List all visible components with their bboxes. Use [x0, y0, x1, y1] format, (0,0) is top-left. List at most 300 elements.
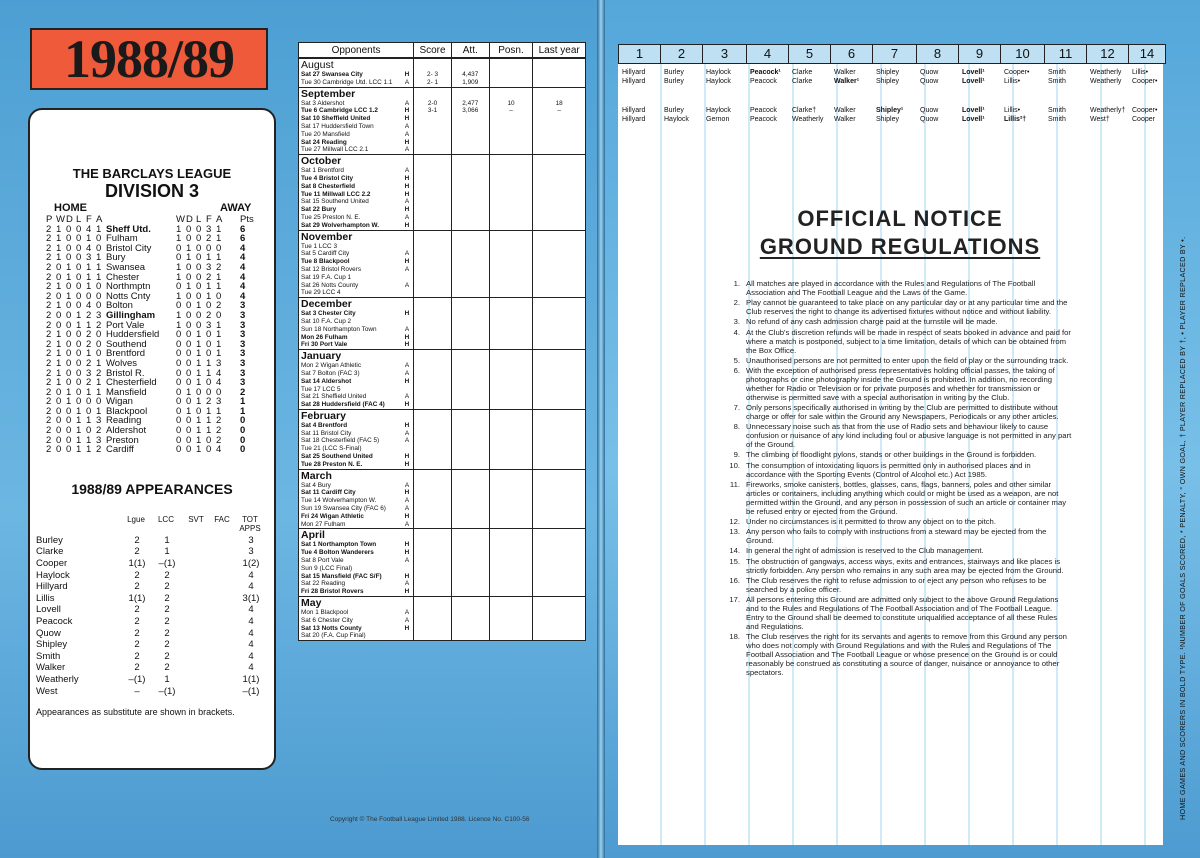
appearance-cell: 4 [248, 581, 254, 593]
league-cell: 2 [46, 329, 52, 341]
home-away: H [404, 460, 410, 468]
stat-col [452, 529, 490, 596]
home-away: H [404, 341, 410, 349]
home-away: H [404, 549, 410, 557]
league-cell: 2 [46, 405, 52, 417]
stat-cell [490, 250, 533, 258]
fixture-row [299, 625, 413, 633]
league-cell: 0 [186, 367, 192, 379]
league-cell: 0 [76, 386, 82, 398]
league-cell: 0 [76, 281, 82, 293]
league-cell: 0 [176, 281, 182, 293]
stat-col [414, 470, 452, 529]
team-name: Aldershot [106, 425, 147, 437]
league-cell: 0 [96, 242, 102, 254]
league-cell: 3 [240, 329, 246, 341]
stat-cell [414, 453, 451, 461]
home-away: H [404, 310, 410, 318]
appearance-cell: 3 [248, 546, 254, 558]
league-cell: 0 [176, 434, 182, 446]
stat-cell [414, 250, 451, 258]
league-cell: 4 [240, 252, 246, 264]
stat-cell [490, 198, 533, 206]
fixture-text: Sat 14 Aldershot [301, 377, 352, 385]
league-cell: 0 [76, 242, 82, 254]
month-name: March [301, 469, 332, 482]
league-cell: 0 [240, 425, 246, 437]
shirt-number: 9 [959, 45, 1001, 63]
league-cell: 0 [196, 319, 202, 331]
fixture-text: Mon 27 Fulham [301, 520, 346, 528]
stat-cell [452, 588, 489, 596]
team-name: Bristol City [106, 242, 152, 254]
fixture-text: Tue 20 Mansfield [301, 130, 350, 138]
player-cell: Weatherly [792, 116, 824, 123]
home-away: H [404, 588, 410, 596]
shirt-number: 2 [661, 45, 703, 63]
player-cell: Shipley [876, 69, 899, 76]
league-cell: 1 [76, 309, 82, 321]
stat-col [533, 155, 585, 229]
regulation-number: 8. [733, 422, 740, 432]
month-block [299, 87, 585, 155]
league-cell: 3 [240, 309, 246, 321]
team-name: Southend [106, 338, 147, 350]
team-name: Fulham [106, 233, 138, 245]
league-cell: 1 [66, 290, 72, 302]
league-cell: 1 [86, 444, 92, 456]
stat-cell [533, 617, 585, 625]
copyright-text: Copyright © The Football League Limited 1988. Licence No. C100-56 [330, 816, 530, 823]
league-cell: 1 [216, 348, 222, 360]
fixture-row [299, 580, 413, 588]
league-cell: 0 [76, 348, 82, 360]
fixture-text: Sat 7 Bolton (FAC 3) [301, 369, 360, 377]
league-cell: 1 [86, 281, 92, 293]
fixture-text: Sat 1 Northampton Town [301, 541, 377, 549]
player-cell: Cooper• [1132, 107, 1158, 114]
league-cell: 1 [186, 281, 192, 293]
appearance-row [30, 558, 274, 570]
stat-cell [490, 258, 533, 266]
stat-cell [414, 123, 451, 131]
home-away: A [404, 481, 410, 489]
notice-subtitle: GROUND REGULATIONS [759, 234, 1041, 259]
stat-cell [452, 482, 489, 490]
fixture-row [299, 422, 413, 430]
stat-col [490, 88, 534, 155]
stat-cell [414, 198, 451, 206]
regulation-item [728, 518, 1072, 527]
appearance-row [30, 546, 274, 558]
league-cell: 0 [56, 444, 62, 456]
league-cell: 1 [196, 357, 202, 369]
player-name: Walker [36, 662, 66, 674]
stat-cell [533, 175, 585, 183]
stat-cell [533, 521, 585, 529]
fixture-row [299, 258, 413, 266]
league-cell: 0 [76, 223, 82, 235]
team-name: Wigan [106, 396, 133, 408]
stat-cell [414, 191, 451, 199]
fixtures-col-header: Opponents [299, 43, 414, 57]
stat-col [533, 298, 585, 349]
stat-cell [452, 214, 489, 222]
league-cell: 3 [240, 367, 246, 379]
player-cell: Lillis• [1004, 78, 1021, 85]
fixture-row [299, 100, 413, 108]
stat-cell [452, 146, 489, 154]
league-cell: 3 [240, 319, 246, 331]
player-cell: Clarke† [792, 107, 817, 114]
player-name: Lillis [36, 592, 55, 604]
stat-cell [490, 378, 533, 386]
appearance-cell: 1 [164, 546, 170, 558]
stat-cell [533, 609, 585, 617]
shirt-number: 11 [1045, 45, 1087, 63]
regulation-text: Only persons specifically authorised in writing by the Club are permitted to distribute without charge or offer for sale within the Ground any Newspapers, Periodicals or any other articles. [746, 403, 1059, 422]
fixture-row [299, 107, 413, 115]
league-cell: 2 [206, 309, 212, 321]
stat-cell [452, 123, 489, 131]
league-cell: 4 [86, 300, 92, 312]
regulation-item [728, 423, 1072, 450]
league-cell: 0 [96, 281, 102, 293]
stat-cell [414, 625, 451, 633]
player-cell: Peacock [750, 107, 777, 114]
stat-cell [490, 115, 533, 123]
league-cell: 1 [196, 415, 202, 427]
stat-cell [452, 289, 489, 297]
stat-cell [452, 139, 489, 147]
player-cell: Cooper• [1004, 69, 1030, 76]
league-cell: 1 [206, 290, 212, 302]
regulation-number: 14. [729, 546, 740, 556]
stat-cell [490, 191, 533, 199]
league-cell: 2 [216, 261, 222, 273]
stat-cell [452, 326, 489, 334]
league-cell: 0 [206, 329, 212, 341]
league-cell: 1 [206, 252, 212, 264]
fixture-text: Fri 24 Wigan Athletic [301, 512, 364, 520]
regulation-number: 18. [729, 632, 740, 642]
regulation-text: Under no circumstances is it permitted to throw any object on to the pitch. [746, 516, 996, 526]
league-cell: 4 [86, 223, 92, 235]
appearance-cell: –(1) [128, 673, 146, 685]
player-cell: Walker [834, 107, 856, 114]
home-away: H [404, 512, 410, 520]
stat-cell: – [509, 107, 513, 115]
league-cell: 2 [46, 309, 52, 321]
regulation-text: All matches are played in accordance with the Rules and Regulations of The Football Association and The Football League and the Laws of the Game. [746, 279, 1036, 297]
league-cell: 0 [86, 405, 92, 417]
stat-cell [490, 521, 533, 529]
league-cell: 3 [96, 415, 102, 427]
fixture-row [299, 401, 413, 409]
stat-cell [452, 370, 489, 378]
stat-col [452, 410, 490, 469]
stat-cell [490, 422, 533, 430]
league-cell: 0 [56, 319, 62, 331]
stat-col [414, 597, 452, 640]
page-spine [597, 0, 605, 858]
league-cell: 2 [216, 434, 222, 446]
league-cell: 2 [46, 425, 52, 437]
player-cell: Smith [1048, 116, 1066, 123]
fixture-text: Sat 4 Brentford [301, 421, 348, 429]
fixture-row [299, 445, 413, 453]
stat-cell [452, 617, 489, 625]
league-cell: 1 [76, 319, 82, 331]
appearance-cell: –(1) [158, 558, 176, 570]
fixture-text: Mon 2 Wigan Athletic [301, 362, 362, 370]
stat-cell: 2-0 [427, 99, 438, 107]
appearance-row [30, 593, 274, 605]
league-cell: 1 [96, 252, 102, 264]
league-cell: 1 [216, 233, 222, 245]
player-cell: Smith [1048, 78, 1066, 85]
stat-cell: 3,066 [462, 107, 479, 115]
stat-col [414, 88, 452, 155]
stat-cell [414, 115, 451, 123]
stat-cell [490, 71, 533, 79]
league-header-cell: Pts [240, 214, 254, 225]
stat-col [533, 529, 585, 596]
league-cell: 0 [66, 252, 72, 264]
fixture-text: Sat 15 Southend United [301, 198, 369, 206]
league-cell: 0 [186, 271, 192, 283]
appearance-cell: 2 [134, 616, 140, 627]
league-cell: 0 [206, 300, 212, 312]
stat-cell [490, 445, 533, 453]
stat-cell [490, 513, 533, 521]
league-cell: 1 [240, 396, 246, 408]
player-name: Haylock [36, 569, 70, 581]
league-cell: 4 [216, 444, 222, 456]
regulation-item [728, 547, 1072, 556]
stat-cell [490, 175, 533, 183]
fixture-text: Tue 14 Wolverhampton W. [301, 497, 377, 505]
stat-cell [490, 362, 533, 370]
stat-cell [452, 549, 489, 557]
regulation-number: 16. [729, 575, 740, 585]
league-cell: 1 [86, 386, 92, 398]
fixture-text: Tue 17 LCC 5 [301, 385, 341, 393]
league-header-cell: A [96, 214, 103, 225]
stat-col [452, 298, 490, 349]
league-cell: 3 [240, 357, 246, 369]
stat-cell [490, 437, 533, 445]
league-cell: 3 [86, 252, 92, 264]
stat-cell [533, 214, 585, 222]
league-cell: 3 [86, 367, 92, 379]
regulation-text: At the Club's discretion refunds will be made in respect of seats booked in advance and paid for where a match is postponed, subject to a time limitation, details of which can be obtained from the Box Office. [746, 327, 1071, 355]
player-cell: Clarke [792, 78, 813, 85]
league-cell: 1 [96, 377, 102, 389]
league-cell: 2 [46, 348, 52, 360]
shirt-number: 3 [703, 45, 747, 63]
regulation-item [728, 633, 1072, 678]
league-cell: 0 [176, 329, 182, 341]
shirt-number: 8 [917, 45, 959, 63]
league-cell: 0 [196, 281, 202, 293]
fixture-text: Sat 11 Cardiff City [301, 489, 356, 497]
fixtures-col-header: Att. [452, 43, 490, 57]
league-cell: 1 [216, 281, 222, 293]
stat-col [414, 59, 452, 87]
appearance-cell: 1(1) [242, 673, 260, 685]
home-away: A [404, 99, 410, 107]
regulations-list [728, 280, 1072, 678]
league-cell: 1 [56, 223, 62, 235]
league-cell: 2 [46, 252, 52, 264]
regulation-item [728, 318, 1072, 327]
league-cell: 0 [76, 252, 82, 264]
fixture-row [299, 453, 413, 461]
league-cell: 1 [196, 300, 202, 312]
league-cell: 1 [176, 271, 182, 283]
stat-cell [452, 115, 489, 123]
stat-cell [533, 513, 585, 521]
regulation-item [728, 462, 1072, 480]
league-cell: 1 [216, 252, 222, 264]
player-cell: Smith [1048, 69, 1066, 76]
regulation-item [728, 367, 1072, 403]
league-cell: 1 [86, 319, 92, 331]
away-label: AWAY [220, 202, 252, 214]
player-name: Hillyard [36, 581, 68, 593]
league-cell: 1 [96, 223, 102, 235]
season-title: 1988/89 [63, 29, 234, 89]
regulation-text: The obstruction of gangways, access ways, exits and entrances, stairways and like places is strictly forbidden. Any person who remains in any such area may be ejected from the Ground. [746, 556, 1064, 575]
stat-cell [490, 131, 533, 139]
appearance-cell: 2 [134, 662, 140, 674]
shirt-number: 5 [789, 45, 831, 63]
player-cell: Weatherly [1090, 78, 1122, 85]
stat-cell [452, 541, 489, 549]
fixtures-col-header: Posn. [490, 43, 534, 57]
home-away: H [404, 572, 410, 580]
league-cell: 1 [76, 444, 82, 456]
league-cell: 0 [216, 290, 222, 302]
regulation-text: In general the right of admission is reserved to the Club management. [746, 546, 984, 556]
league-cell: 2 [46, 444, 52, 456]
stat-cell [452, 222, 489, 230]
fixture-row [299, 609, 413, 617]
fixture-text: Fri 30 Port Vale [301, 341, 348, 349]
league-cell: 3 [240, 348, 246, 360]
league-cell: 0 [96, 329, 102, 341]
shirt-number: 14 [1139, 46, 1155, 61]
fixture-text: Tue 29 LCC 4 [301, 289, 341, 297]
month-block [299, 297, 585, 349]
stat-cell [533, 183, 585, 191]
player-name: Burley [36, 534, 63, 546]
stat-cell [490, 274, 533, 282]
stat-cell [490, 386, 533, 394]
league-cell: 3 [206, 223, 212, 235]
stat-cell [490, 326, 533, 334]
player-cell: Shipley [876, 116, 899, 123]
stat-cell [533, 289, 585, 297]
regulation-text: The Club reserves the right for its servants and agents to remove from this Ground any person who does not comply with Ground Regulations and with the Rules and Regulations of The Football Association and The Football League or whose presence on the Ground is or could reasonably be construed as constituting a source of danger, nuisance or annoyance to other spectators. [746, 632, 1067, 677]
league-cell: 0 [86, 425, 92, 437]
league-cell: 0 [66, 425, 72, 437]
league-cell: 0 [196, 233, 202, 245]
league-cell: 0 [66, 405, 72, 417]
fixture-row [299, 437, 413, 445]
home-away: A [404, 198, 410, 206]
league-cell: 1 [76, 434, 82, 446]
league-cell: 0 [96, 396, 102, 408]
fixture-row [299, 206, 413, 214]
stat-cell [452, 521, 489, 529]
league-cell: 1 [216, 319, 222, 331]
stat-cell [414, 437, 451, 445]
league-cell: 1 [186, 242, 192, 254]
stat-cell [533, 437, 585, 445]
stat-cell [414, 282, 451, 290]
stat-cell [490, 489, 533, 497]
stat-cell [490, 430, 533, 438]
month-name: February [301, 409, 346, 422]
month-col [299, 88, 414, 155]
stat-cell [414, 310, 451, 318]
league-cell: 1 [206, 367, 212, 379]
stat-cell [414, 549, 451, 557]
league-cell: 0 [176, 415, 182, 427]
stat-cell [490, 505, 533, 513]
month-block [299, 596, 585, 640]
league-cell: 0 [66, 300, 72, 312]
stat-cell: 4,437 [462, 71, 479, 78]
regulation-text: The climbing of floodlight pylons, stands or other buildings in the Ground is forbidden. [746, 450, 1037, 460]
appearance-cell: 1(2) [242, 558, 260, 570]
league-cell: 2 [206, 396, 212, 408]
stat-cell [533, 489, 585, 497]
stat-col [452, 597, 490, 640]
home-away: A [404, 616, 410, 624]
stat-cell [452, 274, 489, 282]
appearance-cell: 4 [248, 604, 254, 616]
player-cell: Haylock [664, 116, 689, 123]
home-away: A [404, 369, 410, 377]
stat-cell [533, 445, 585, 453]
league-cell: 1 [56, 367, 62, 379]
home-away: A [404, 213, 410, 221]
team-name: Wolves [106, 357, 137, 369]
stat-cell: 3-1 [427, 107, 438, 115]
stat-cell [414, 609, 451, 617]
month-name: October [301, 155, 342, 168]
stat-cell [533, 588, 585, 596]
player-cell: Peacock¹ [750, 69, 781, 76]
stat-cell [452, 609, 489, 617]
stat-cell [533, 453, 585, 461]
league-cell: 0 [66, 367, 72, 379]
stat-cell [490, 183, 533, 191]
stat-cell [533, 131, 585, 139]
regulation-text: No refund of any cash admission charge paid at the turnstile will be made. [746, 317, 998, 327]
home-away: H [404, 489, 410, 497]
league-cell: 1 [66, 271, 72, 283]
league-cell: 2 [96, 425, 102, 437]
league-cell: 0 [186, 309, 192, 321]
fixture-row [299, 341, 413, 349]
league-cell: 0 [216, 242, 222, 254]
player-name: Clarke [36, 546, 64, 558]
stat-cell [452, 580, 489, 588]
